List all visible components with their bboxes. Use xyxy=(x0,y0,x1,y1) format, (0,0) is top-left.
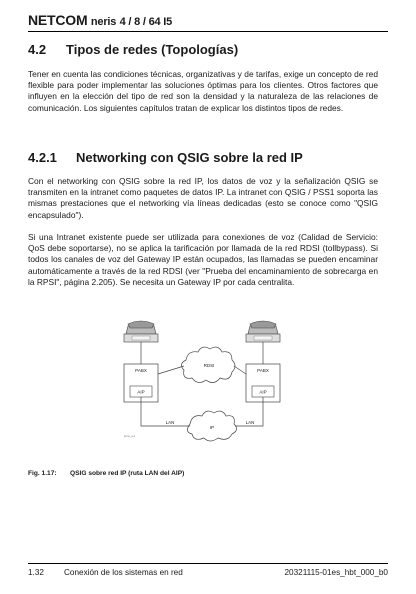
ip-label: IP xyxy=(209,425,215,430)
right-pabx-label: PABX xyxy=(257,368,269,373)
section-number: 4.2 xyxy=(28,42,47,57)
right-phone-icon xyxy=(246,321,280,342)
section-paragraph: Tener en cuenta las condiciones técnicas, organizativas y de tarifas, exige un concepto de red flexible para poder implementar las soluciones óptimas para los clientes. Otros factores que influyen en la elección del tipo de red son la densidad y la naturaleza de las relaciones de comunicación. Los siguientes capítulos tratan de explicar los distintos tipos de redes. xyxy=(28,69,378,113)
brand-models: 4 / 8 / 64 I5 xyxy=(119,16,173,28)
section-title: Tipos de redes (Topologías) xyxy=(66,42,239,57)
subsection-paragraph-2: Si una Intranet existente puede ser utilizada para conexiones de voz (Calidad de Servicio: QoS debe soportarse), no se aplica la tarificación por llamada de la red RDSI (tollbypass). Si todos los canales de voz del Gateway IP están ocupados, las llamadas se pueden encaminar automáticamente a través de la red RDSI (ver "Prueba del encaminamiento de sobrecarga en la RPSI", página 2.205). Se necesita un Gateway IP por cada centralita. xyxy=(28,232,378,287)
brand-sub: neris xyxy=(90,16,117,28)
subsection-number: 4.2.1 xyxy=(28,150,57,165)
left-pabx-label: PABX xyxy=(135,368,147,373)
network-diagram xyxy=(110,316,310,444)
figure-caption-text: QSIG sobre red IP (ruta LAN del AIP) xyxy=(70,470,185,477)
page-number: 1.32 xyxy=(28,568,44,577)
lan-right-label: LAN xyxy=(245,420,255,425)
footer-rule xyxy=(28,563,388,564)
brand-main: NETCOM xyxy=(28,12,88,28)
figure-label: Fig. 1.17: xyxy=(28,470,57,477)
page-header xyxy=(28,12,388,30)
lan-left-label: LAN xyxy=(165,420,175,425)
left-aip-label: AIP xyxy=(137,389,145,395)
brand-logo xyxy=(28,13,172,28)
section-heading xyxy=(28,42,238,57)
right-aip-label: AIP xyxy=(259,389,267,395)
diagram-code: ipnw_a-1 xyxy=(124,434,136,438)
rdsi-label: RDSI xyxy=(203,363,215,368)
document-id: 20321115-01es_hbt_000_b0 xyxy=(284,568,388,577)
chapter-title: Conexión de los sistemas en red xyxy=(64,568,183,577)
header-rule xyxy=(28,31,388,32)
subsection-heading xyxy=(28,150,303,165)
subsection-paragraph-1: Con el networking con QSIG sobre la red IP, los datos de voz y la señalización QSIG se transmiten en la intranet como paquetes de datos IP. La intranet con QSIG / PSS1 soporta las mismas prestaciones que el networking vía líneas dedicadas (esto se conoce como "QSIG encapsulado"). xyxy=(28,176,378,220)
left-phone-icon xyxy=(124,321,158,342)
figure-caption xyxy=(28,470,184,477)
subsection-title: Networking con QSIG sobre la red IP xyxy=(76,150,303,165)
